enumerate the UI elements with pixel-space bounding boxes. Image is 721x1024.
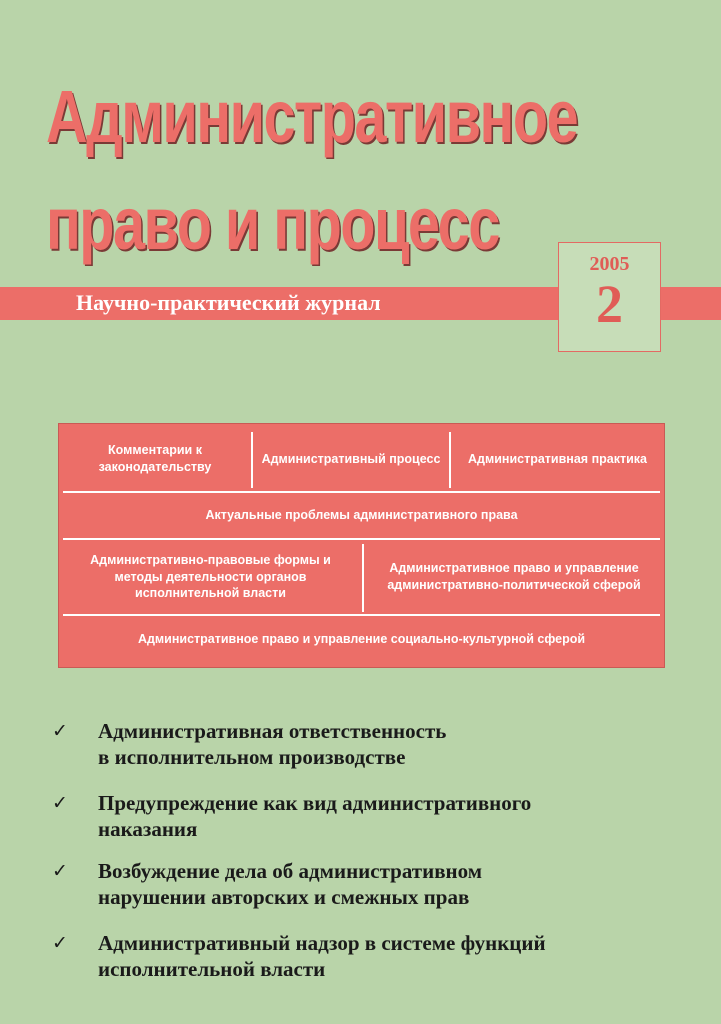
section-social-cultural-sphere: Административное право и управление социально-культурной сферой [137,631,586,646]
section-legal-forms: Административно-правовые формы и методы деятельности органов исполнительной власти [90,552,331,601]
section-political-sphere: Административное право и управление административно-политической сферой [387,561,641,592]
section-divider [63,538,660,540]
check-icon: ✓ [52,792,68,814]
topic-line: наказания [98,817,198,841]
journal-title-line-1: Административное [46,75,578,158]
section-administrative-process: Административный процесс [261,451,441,466]
journal-subtitle: Научно-практический журнал [76,290,381,315]
journal-title-line-2: право и процесс [46,182,499,265]
section-divider [63,614,660,616]
issue-year: 2005 [589,253,630,275]
section-administrative-practice: Административная практика [468,451,647,466]
topic-line: исполнительной власти [98,957,326,981]
issue-number: 2 [596,274,623,334]
sections-panel [58,423,665,668]
topic-line: Административный надзор в системе функций [98,931,546,955]
section-actual-problems: Актуальные проблемы административного права [205,507,518,522]
topic-line: нарушении авторских и смежных прав [98,885,470,909]
check-icon: ✓ [52,860,68,882]
check-icon: ✓ [52,720,68,742]
check-icon: ✓ [52,932,68,954]
topic-line: в исполнительном производстве [98,745,406,769]
section-divider [63,491,660,493]
topic-line: Возбуждение дела об административном [98,859,483,883]
topic-line: Административная ответственность [98,719,447,743]
issue-box [558,242,661,352]
section-commentary: Комментарии к законодательству [98,443,212,474]
topic-line: Предупреждение как вид административного [98,791,532,815]
